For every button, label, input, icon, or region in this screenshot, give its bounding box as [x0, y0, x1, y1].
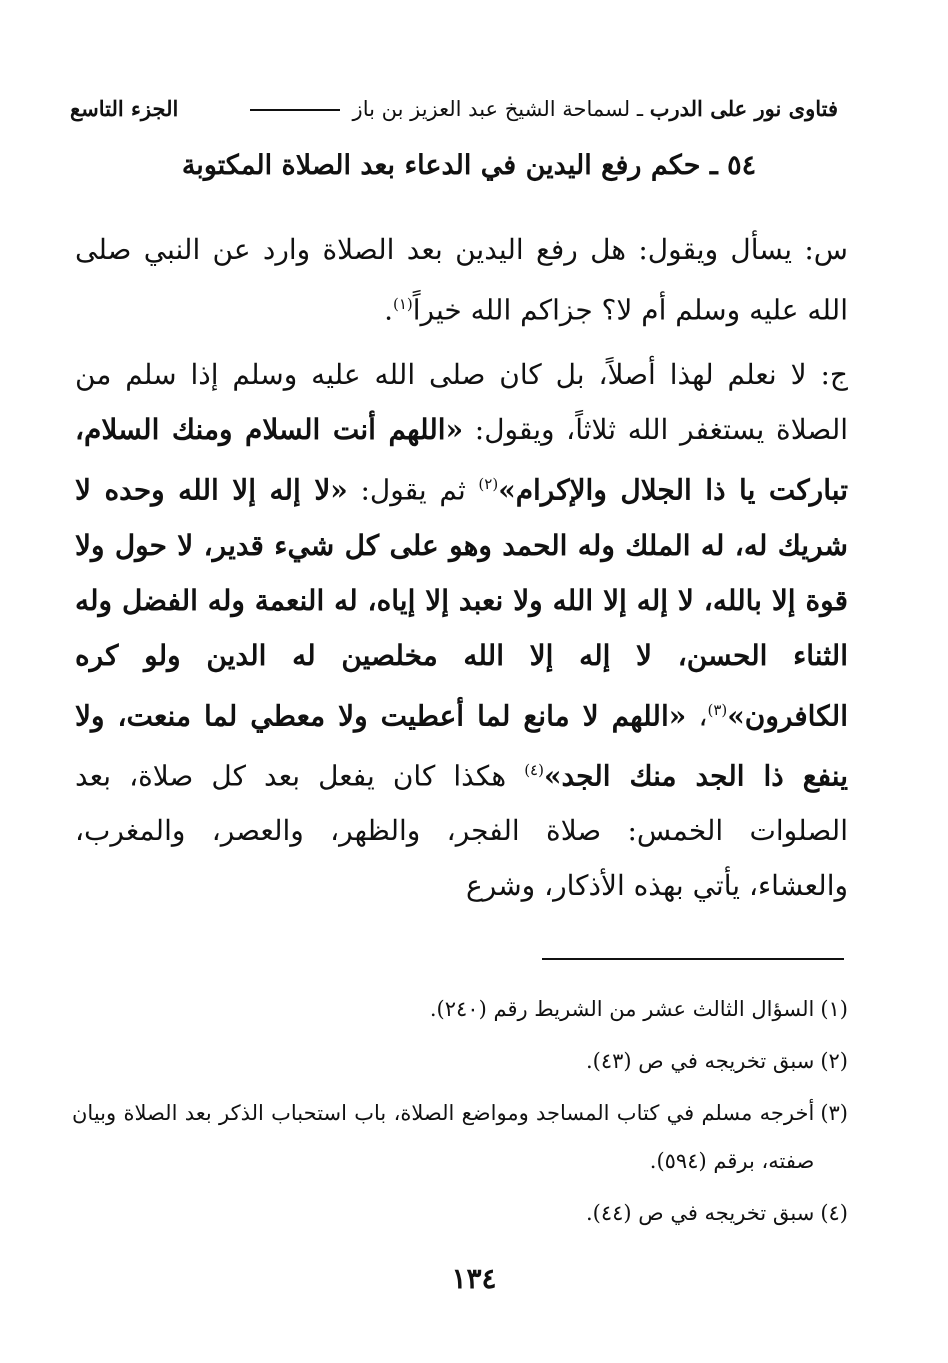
body-text — [75, 222, 848, 923]
footnote-item — [72, 1189, 848, 1237]
footnote-number: (٢) — [820, 1049, 848, 1073]
answer-comma: ، — [698, 698, 708, 732]
footnote-divider — [542, 958, 844, 960]
footnote-item — [72, 1089, 848, 1185]
footnote-text: السؤال الثالث عشر من الشريط رقم (٢٤٠). — [429, 997, 815, 1021]
dhikr-quote-3: «اللهم لا مانع لما أعطيت ولا معطي لما منعت، ولا ينفع ذا الجد منك الجد» — [75, 698, 848, 793]
running-header — [70, 88, 838, 128]
header-separator: ـ — [636, 96, 644, 121]
header-author: لسماحة الشيخ عبد العزيز بن باز — [352, 96, 631, 121]
footnote-number: (٣) — [820, 1101, 848, 1125]
page-number: ١٣٤ — [451, 1262, 497, 1295]
header-book-title: فتاوى نور على الدرب — [649, 95, 838, 121]
answer-label: ج: — [820, 358, 848, 392]
question-end: . — [384, 293, 393, 327]
dhikr-quote-1: «اللهم أنت السلام ومنك السلام، تباركت يا ذا الجلال والإكرام» — [75, 413, 848, 507]
chapter-title: ٥٤ ـ حكم رفع اليدين في الدعاء بعد الصلاة المكتوبة — [181, 150, 757, 181]
question-text: يسأل ويقول: هل رفع اليدين بعد الصلاة وارد عن النبي صلى الله عليه وسلم أم لا؟ جزاكم الله خيراً — [75, 233, 848, 327]
footnotes-section — [72, 985, 848, 1241]
footnote-marker-3[interactable]: (٣) — [707, 700, 728, 719]
dhikr-quote-2: «لا إله إلا الله وحده لا شريك له، له الملك وله الحمد وهو على كل شيء قدير، لا حول ولا قوة إلا بالله، لا إله إلا الله ولا نعبد إلا إياه، له النعمة وله الفضل وله الثناء الحسن، لا إله إلا الله مخلصين له الدين ولو كره الكافرون» — [75, 473, 848, 732]
footnote-text: سبق تخريجه في ص (٤٣). — [585, 1049, 815, 1073]
header-volume: الجزء التاسع — [70, 95, 179, 121]
footnote-marker-4[interactable]: (٤) — [524, 760, 544, 779]
footnote-number: (١) — [820, 997, 848, 1021]
answer-closing: هكذا كان يفعل بعد كل صلاة، بعد الصلوات الخمس: صلاة الفجر، والظهر، والعصر، والمغرب، والعشاء، يأتي بهذه الأذكار، وشرع — [75, 759, 848, 903]
footnote-item — [72, 985, 848, 1033]
answer-then: ثم يقول: — [360, 473, 466, 507]
header-dash-line — [250, 109, 340, 111]
footnote-marker-2[interactable]: (٢) — [478, 475, 499, 494]
header-book-info — [244, 96, 838, 121]
footnote-text: أخرجه مسلم في كتاب المساجد ومواضع الصلاة، باب استحباب الذكر بعد الصلاة وبيان صفته، برقم (٥٩٤). — [72, 1101, 815, 1173]
question-label: س: — [804, 233, 848, 266]
footnote-text: سبق تخريجه في ص (٤٤). — [585, 1201, 815, 1225]
question-paragraph — [75, 222, 848, 337]
answer-paragraph — [75, 347, 848, 913]
footnote-number: (٤) — [820, 1201, 848, 1225]
footnote-item — [72, 1037, 848, 1085]
answer-intro: لا نعلم لهذا أصلاً، بل كان صلى الله عليه وسلم إذا سلم من الصلاة يستغفر الله ثلاثاً، ويقول: — [75, 358, 848, 447]
footnote-marker-1[interactable]: (١) — [392, 295, 413, 313]
